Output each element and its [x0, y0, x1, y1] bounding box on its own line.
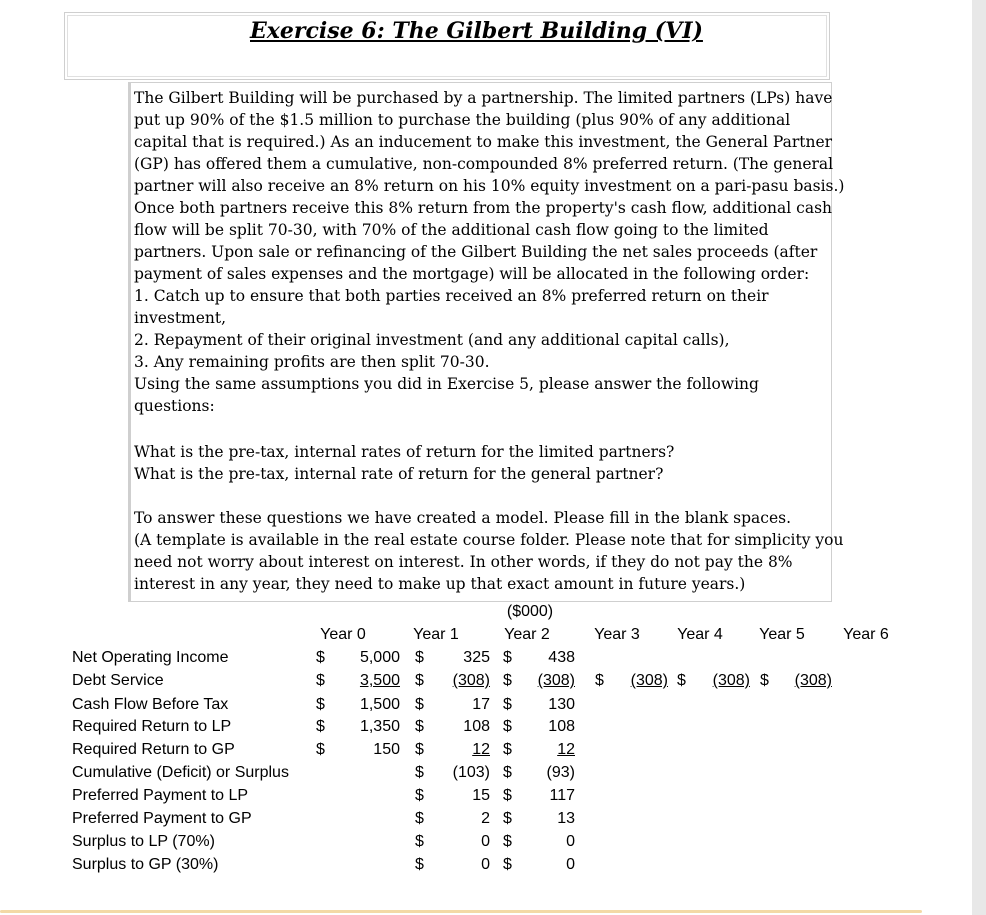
row-label: Debt Service: [72, 672, 164, 689]
cell-value: (308): [452, 672, 490, 689]
page-title: Exercise 6: The Gilbert Building (VI): [250, 18, 703, 44]
currency-sign: $: [503, 764, 512, 781]
text-line: questions:: [134, 397, 215, 415]
text-line: To answer these questions we have created a model. Please fill in the blank spaces.: [134, 509, 791, 527]
cell-value: 0: [566, 833, 575, 850]
cell-value: (308): [794, 672, 832, 689]
year-header: Year 1: [413, 626, 459, 643]
year-header: Year 4: [677, 626, 723, 643]
text-line: investment,: [134, 309, 227, 327]
currency-sign: $: [316, 718, 325, 735]
currency-sign: $: [415, 741, 424, 758]
text-line: The Gilbert Building will be purchased by a partnership. The limited partners (LPs) have: [134, 89, 833, 107]
currency-sign: $: [316, 649, 325, 666]
year-header: Year 2: [504, 626, 550, 643]
cell-value: 3,500: [359, 672, 400, 689]
cell-value: 13: [557, 810, 575, 827]
cell-value: 108: [463, 718, 490, 735]
row-label: Cash Flow Before Tax: [72, 696, 229, 713]
text-line: payment of sales expenses and the mortgage) will be allocated in the following order:: [134, 265, 810, 283]
currency-sign: $: [415, 787, 424, 804]
currency-sign: $: [503, 718, 512, 735]
currency-sign: $: [503, 833, 512, 850]
text-line: 3. Any remaining profits are then split 70-30.: [134, 353, 490, 371]
text-line: Using the same assumptions you did in Exercise 5, please answer the following: [134, 375, 759, 393]
cell-value: 5,000: [359, 649, 400, 666]
cell-value: 2: [481, 810, 490, 827]
window-edge: [972, 0, 986, 915]
question-gp-irr: What is the pre-tax, internal rate of return for the general partner?: [134, 465, 664, 483]
text-line: partners. Upon sale or refinancing of the Gilbert Building the net sales proceeds (after: [134, 243, 818, 261]
cell-value: 1,500: [359, 696, 400, 713]
currency-sign: $: [503, 649, 512, 666]
bottom-divider: [0, 910, 922, 913]
currency-sign: $: [316, 672, 325, 689]
cell-value: 12: [472, 741, 490, 758]
questions: [134, 441, 824, 485]
cell-value: (308): [630, 672, 668, 689]
currency-sign: $: [415, 672, 424, 689]
text-line: Once both partners receive this 8% return from the property's cash flow, additional cash: [134, 199, 833, 217]
currency-sign: $: [595, 672, 604, 689]
text-line: interest in any year, they need to make up that exact amount in future years.): [134, 575, 746, 593]
text-line: put up 90% of the $1.5 million to purchase the building (plus 90% of any additional: [134, 111, 791, 129]
row-label: Cumulative (Deficit) or Surplus: [72, 764, 289, 781]
cell-value: (308): [712, 672, 750, 689]
year-header: Year 3: [594, 626, 640, 643]
currency-sign: $: [677, 672, 686, 689]
cell-value: 108: [548, 718, 575, 735]
currency-sign: $: [415, 696, 424, 713]
text-line: capital that is required.) As an inducement to make this investment, the General Partner: [134, 133, 833, 151]
currency-sign: $: [415, 856, 424, 873]
currency-sign: $: [760, 672, 769, 689]
model-instruction: [134, 507, 824, 529]
cell-value: (103): [452, 764, 490, 781]
text-line: 2. Repayment of their original investment (and any additional capital calls),: [134, 331, 730, 349]
cell-value: (308): [537, 672, 575, 689]
currency-sign: $: [503, 741, 512, 758]
cell-value: 17: [472, 696, 490, 713]
currency-sign: $: [415, 718, 424, 735]
year-header: Year 5: [759, 626, 805, 643]
text-line: flow will be split 70-30, with 70% of the additional cash flow going to the limited: [134, 221, 769, 239]
currency-sign: $: [415, 649, 424, 666]
year-header: Year 6: [843, 626, 889, 643]
currency-sign: $: [415, 810, 424, 827]
cell-value: 117: [549, 787, 575, 804]
row-label: Surplus to LP (70%): [72, 833, 215, 850]
exercise-description: [134, 87, 845, 417]
currency-sign: $: [316, 696, 325, 713]
text-line: partner will also receive an 8% return on his 10% equity investment on a pari-pasu basis.): [134, 177, 845, 195]
currency-sign: $: [503, 810, 512, 827]
currency-sign: $: [503, 787, 512, 804]
units-label: ($000): [506, 603, 554, 620]
text-line: 1. Catch up to ensure that both parties received an 8% preferred return on their: [134, 287, 769, 305]
text-line: (GP) has offered them a cumulative, non-compounded 8% preferred return. (The general: [134, 155, 834, 173]
text-line: (A template is available in the real estate course folder. Please note that for simplicity you: [134, 531, 844, 549]
year-header: Year 0: [320, 626, 366, 643]
row-label: Required Return to GP: [72, 741, 235, 758]
row-label: Preferred Payment to LP: [72, 787, 249, 804]
cell-value: 0: [566, 856, 575, 873]
currency-sign: $: [503, 696, 512, 713]
text-line: need not worry about interest on interest. In other words, if they do not pay the 8%: [134, 553, 793, 571]
currency-sign: $: [415, 764, 424, 781]
cell-value: (93): [546, 764, 575, 781]
cell-value: 12: [557, 741, 575, 758]
cell-value: 1,350: [359, 718, 400, 735]
currency-sign: $: [503, 856, 512, 873]
currency-sign: $: [415, 833, 424, 850]
cell-value: 0: [481, 856, 490, 873]
row-label: Surplus to GP (30%): [72, 856, 219, 873]
cell-value: 150: [373, 741, 400, 758]
cell-value: 15: [472, 787, 490, 804]
question-lp-irr: What is the pre-tax, internal rates of return for the limited partners?: [134, 443, 675, 461]
template-note: [134, 529, 844, 595]
row-label: Preferred Payment to GP: [72, 810, 252, 827]
cell-value: 130: [548, 696, 575, 713]
currency-sign: $: [316, 741, 325, 758]
currency-sign: $: [503, 672, 512, 689]
cell-value: 0: [481, 833, 490, 850]
row-label: Required Return to LP: [72, 718, 232, 735]
row-label: Net Operating Income: [72, 649, 229, 666]
cell-value: 438: [548, 649, 575, 666]
cell-value: 325: [463, 649, 490, 666]
